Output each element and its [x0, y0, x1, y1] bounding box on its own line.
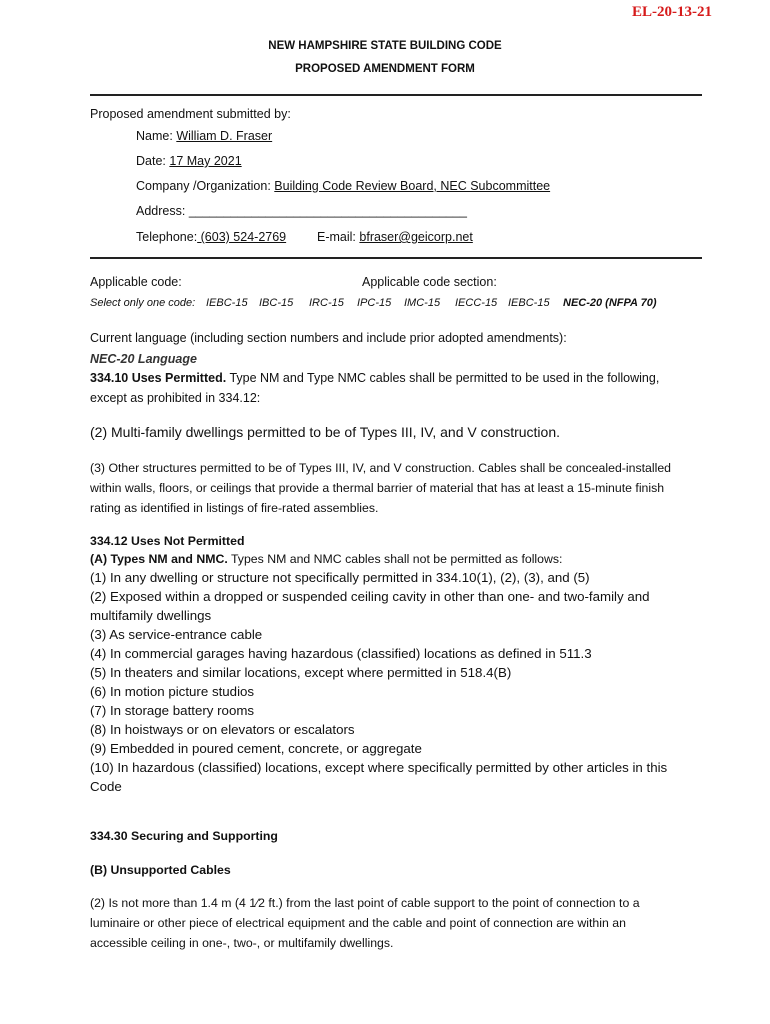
- date-row: [136, 154, 242, 168]
- company-value: Building Code Review Board, NEC Subcommittee: [274, 179, 551, 193]
- address-value: ________________________________________: [188, 204, 467, 218]
- section-334-12-title: 334.12 Uses Not Permitted: [90, 534, 245, 548]
- date-value: 17 May 2021: [169, 154, 242, 168]
- email-label: E-mail:: [317, 230, 356, 244]
- telephone-label: Telephone:: [136, 230, 198, 244]
- document-id: EL-20-13-21: [632, 4, 712, 20]
- code-option-ibc[interactable]: IBC-15: [259, 297, 294, 309]
- name-row: [136, 129, 272, 143]
- section-334-10: [90, 371, 659, 385]
- code-option-iebc[interactable]: IEBC-15: [206, 297, 248, 309]
- code-option-ipc[interactable]: IPC-15: [357, 297, 392, 309]
- email-row: [317, 230, 473, 244]
- section-334-10-title: 334.10 Uses Permitted.: [90, 371, 227, 385]
- divider-middle: [90, 257, 702, 259]
- section-334-30-title: 334.30 Securing and Supporting: [90, 829, 278, 843]
- email-value: bfraser@geicorp.net: [359, 230, 473, 244]
- section-334-30-b-title: (B) Unsupported Cables: [90, 863, 231, 877]
- unsupported-cables-line3: accessible ceiling in one-, two-, or multifamily dwellings.: [90, 936, 394, 950]
- not-permitted-item: multifamily dwellings: [90, 608, 212, 623]
- address-row: [136, 204, 467, 218]
- company-label: Company /Organization:: [136, 179, 271, 193]
- nec-language-heading: NEC-20 Language: [90, 352, 197, 366]
- address-label: Address:: [136, 204, 186, 218]
- code-option-iecc[interactable]: IECC-15: [455, 297, 498, 309]
- section-334-12-a: [90, 552, 562, 566]
- not-permitted-item: (8) In hoistways or on elevators or escalators: [90, 722, 355, 737]
- not-permitted-item: (4) In commercial garages having hazardous (classified) locations as defined in 511.3: [90, 646, 592, 661]
- form-title-line2: PROPOSED AMENDMENT FORM: [295, 63, 475, 75]
- not-permitted-item: Code: [90, 779, 122, 794]
- code-option-iebc-2[interactable]: IEBC-15: [508, 297, 550, 309]
- not-permitted-item: (1) In any dwelling or structure not specifically permitted in 334.10(1), (2), (3), and (5): [90, 570, 590, 585]
- unsupported-cables-line1: (2) Is not more than 1.4 m (4 1⁄2 ft.) from the last point of cable support to the point of connection to a: [90, 896, 640, 910]
- section-334-10-text: Type NM and Type NMC cables shall be permitted to be used in the following,: [226, 371, 660, 385]
- permitted-item-2: (2) Multi-family dwellings permitted to be of Types III, IV, and V construction.: [90, 424, 560, 440]
- not-permitted-item: (6) In motion picture studios: [90, 684, 255, 699]
- not-permitted-item: (3) As service-entrance cable: [90, 627, 263, 642]
- select-code-label: Select only one code:: [90, 297, 196, 309]
- divider-top: [90, 94, 702, 96]
- not-permitted-item: (7) In storage battery rooms: [90, 703, 255, 718]
- not-permitted-item: (2) Exposed within a dropped or suspended ceiling cavity in other than one- and two-family and: [90, 589, 650, 604]
- not-permitted-item: (10) In hazardous (classified) locations, except where specifically permitted by other articles in this: [90, 760, 668, 775]
- name-value: William D. Fraser: [176, 129, 273, 143]
- form-title-line1: NEW HAMPSHIRE STATE BUILDING CODE: [268, 40, 502, 52]
- section-334-12-a-text: Types NM and NMC cables shall not be permitted as follows:: [227, 552, 563, 566]
- unsupported-cables-line2: luminaire or other piece of electrical equipment and the cable and point of connection are within an: [90, 916, 626, 930]
- section-334-12-a-title: (A) Types NM and NMC.: [90, 552, 228, 566]
- current-language-intro: Current language (including section numbers and include prior adopted amendments):: [90, 331, 567, 345]
- permitted-item-3-line3: rating as identified in listings of fire-rated assemblies.: [90, 501, 379, 515]
- permitted-item-3-line1: (3) Other structures permitted to be of Types III, IV, and V construction. Cables shall be concealed-installed: [90, 461, 671, 475]
- code-option-imc[interactable]: IMC-15: [404, 297, 441, 309]
- code-option-irc[interactable]: IRC-15: [309, 297, 344, 309]
- section-334-10-text-2: except as prohibited in 334.12:: [90, 391, 261, 405]
- applicable-code-label: Applicable code:: [90, 275, 182, 289]
- name-label: Name:: [136, 129, 173, 143]
- code-option-nec-selected[interactable]: NEC-20 (NFPA 70): [563, 297, 657, 309]
- submitted-by-label: Proposed amendment submitted by:: [90, 107, 291, 121]
- not-permitted-item: (5) In theaters and similar locations, except where permitted in 518.4(B): [90, 665, 512, 680]
- telephone-value: (603) 524-2769: [197, 230, 287, 244]
- not-permitted-item: (9) Embedded in poured cement, concrete, or aggregate: [90, 741, 422, 756]
- telephone-row: [136, 230, 286, 244]
- date-label: Date:: [136, 154, 166, 168]
- company-row: [136, 179, 550, 193]
- permitted-item-3-line2: within walls, floors, or ceilings that provide a thermal barrier of material that has at least a 15-minute finish: [90, 481, 665, 495]
- applicable-section-label: Applicable code section:: [362, 275, 497, 289]
